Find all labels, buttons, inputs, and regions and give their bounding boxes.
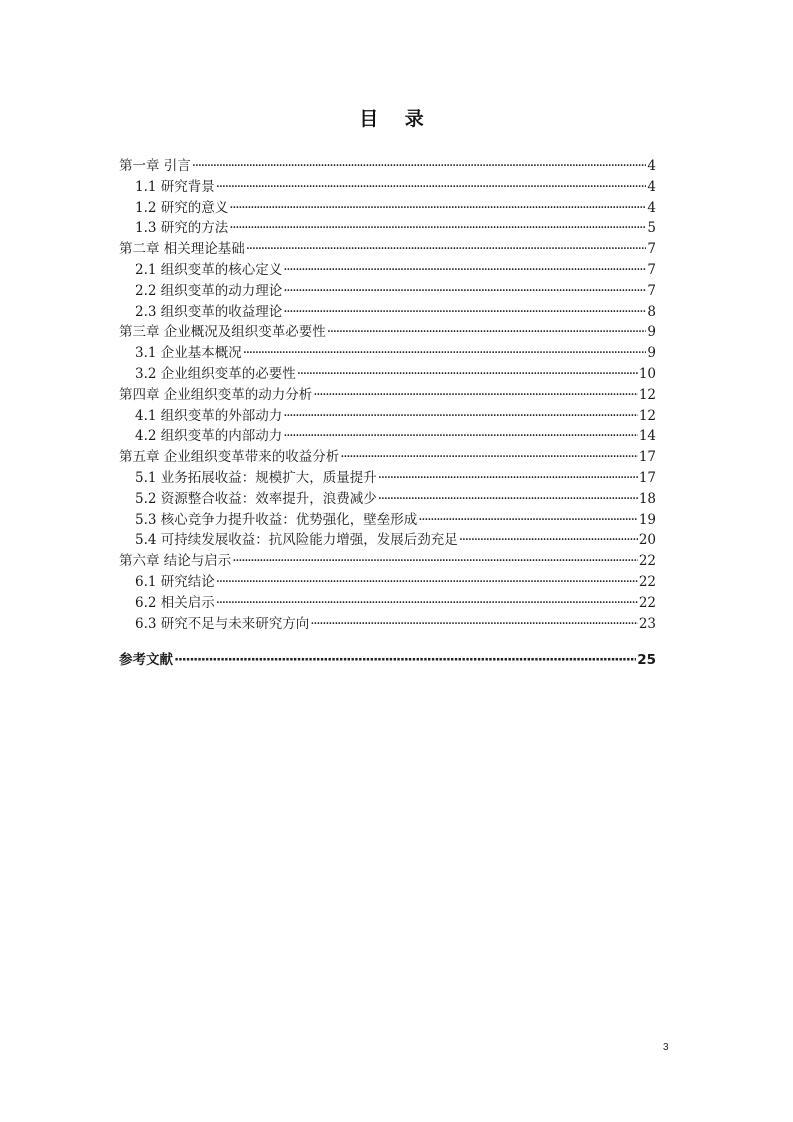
toc-entry-page: 17 — [638, 449, 656, 466]
toc-entry-page: 20 — [638, 532, 656, 549]
toc-entry-chapter-1[interactable] — [119, 156, 656, 177]
toc-entry-chapter-5[interactable] — [119, 447, 656, 468]
toc-entry-label: 第三章 企业概况及组织变革必要性 — [119, 324, 326, 341]
dot-leader — [459, 530, 638, 551]
toc-entry-label: 1.1 研究背景 — [135, 178, 215, 195]
toc-entry-label: 5.3 核心竞争力提升收益：优势强化，壁垒形成 — [135, 511, 418, 528]
toc-entry-2-1[interactable] — [119, 260, 656, 281]
toc-entry-page: 22 — [638, 573, 656, 590]
toc-entry-3-2[interactable] — [119, 364, 656, 385]
toc-entry-label: 6.3 研究不足与未来研究方向 — [135, 615, 310, 632]
dot-leader — [378, 468, 638, 489]
dot-leader — [243, 343, 647, 364]
toc-entry-page: 10 — [638, 365, 656, 382]
dot-leader — [174, 650, 636, 671]
toc-entry-label: 参考文献 — [119, 652, 173, 669]
toc-entry-6-2[interactable] — [119, 593, 656, 614]
toc-entry-label: 3.1 企业基本概况 — [135, 345, 242, 362]
dot-leader — [216, 177, 647, 198]
page-title: 目 录 — [359, 108, 434, 130]
toc-entry-5-1[interactable] — [119, 468, 656, 489]
toc-entry-page: 22 — [638, 553, 656, 570]
toc-entry-label: 4.1 组织变革的外部动力 — [135, 407, 283, 424]
toc-entry-page: 22 — [638, 594, 656, 611]
toc-entry-page: 12 — [638, 386, 656, 403]
toc-entry-chapter-6[interactable] — [119, 551, 656, 572]
toc-entry-label: 2.2 组织变革的动力理论 — [135, 282, 283, 299]
dot-leader — [192, 156, 647, 177]
toc-entry-page: 7 — [647, 282, 656, 299]
toc-entry-page: 4 — [647, 178, 656, 195]
dot-leader — [313, 385, 638, 406]
toc-entry-3-1[interactable] — [119, 343, 656, 364]
toc-entry-page: 9 — [647, 324, 656, 341]
table-of-contents — [119, 156, 656, 671]
toc-entry-page: 23 — [638, 615, 656, 632]
toc-entry-2-3[interactable] — [119, 302, 656, 323]
toc-entry-6-1[interactable] — [119, 572, 656, 593]
toc-entry-label: 1.3 研究的方法 — [135, 220, 229, 237]
toc-entry-label: 第六章 结论与启示 — [119, 553, 232, 570]
toc-entry-page: 14 — [638, 428, 656, 445]
toc-entry-label: 第二章 相关理论基础 — [119, 241, 245, 258]
toc-entry-5-4[interactable] — [119, 530, 656, 551]
dot-leader — [310, 614, 638, 635]
toc-entry-label: 3.2 企业组织变革的必要性 — [135, 365, 296, 382]
dot-leader — [327, 322, 647, 343]
dot-leader — [229, 198, 646, 219]
toc-entry-page: 8 — [647, 303, 656, 320]
toc-entry-label: 第五章 企业组织变革带来的收益分析 — [119, 449, 340, 466]
dot-leader — [418, 510, 638, 531]
dot-leader — [246, 239, 647, 260]
toc-entry-label: 4.2 组织变革的内部动力 — [135, 428, 283, 445]
dot-leader — [378, 489, 638, 510]
toc-entry-page: 7 — [647, 261, 656, 278]
dot-leader — [232, 551, 638, 572]
toc-entry-label: 5.4 可持续发展收益：抗风险能力增强，发展后劲充足 — [135, 532, 458, 549]
toc-entry-5-2[interactable] — [119, 489, 656, 510]
toc-entry-label: 2.1 组织变革的核心定义 — [135, 261, 283, 278]
toc-entry-page: 19 — [638, 511, 656, 528]
toc-entry-page: 7 — [647, 241, 656, 258]
toc-entry-page: 4 — [647, 158, 656, 174]
toc-entry-6-3[interactable] — [119, 614, 656, 635]
toc-entry-chapter-3[interactable] — [119, 322, 656, 343]
toc-entry-1-2[interactable] — [119, 198, 656, 219]
toc-entry-page: 9 — [647, 345, 656, 362]
dot-leader — [283, 281, 646, 302]
page-number: 3 — [663, 1042, 669, 1053]
toc-entry-label: 6.2 相关启示 — [135, 594, 215, 611]
toc-entry-label: 6.1 研究结论 — [135, 573, 215, 590]
toc-entry-page: 12 — [638, 407, 656, 424]
toc-entry-1-1[interactable] — [119, 177, 656, 198]
dot-leader — [283, 426, 638, 447]
toc-entry-page: 5 — [647, 220, 656, 237]
dot-leader — [340, 447, 638, 468]
dot-leader — [283, 260, 646, 281]
dot-leader — [216, 572, 638, 593]
toc-entry-2-2[interactable] — [119, 281, 656, 302]
dot-leader — [283, 302, 646, 323]
toc-entry-label: 第一章 引言 — [119, 158, 191, 174]
toc-entry-label: 5.1 业务拓展收益：规模扩大，质量提升 — [135, 469, 377, 486]
dot-leader — [229, 218, 646, 239]
toc-entry-5-3[interactable] — [119, 510, 656, 531]
toc-entry-label: 1.2 研究的意义 — [135, 199, 229, 216]
toc-entry-page: 4 — [647, 199, 656, 216]
toc-entry-label: 5.2 资源整合收益：效率提升，浪费减少 — [135, 490, 377, 507]
dot-leader — [216, 593, 638, 614]
dot-leader — [283, 406, 638, 427]
toc-entry-page: 25 — [637, 652, 656, 669]
toc-entry-page: 18 — [638, 490, 656, 507]
toc-entry-4-1[interactable] — [119, 406, 656, 427]
toc-entry-page: 17 — [638, 469, 656, 486]
toc-entry-4-2[interactable] — [119, 426, 656, 447]
toc-entry-label: 第四章 企业组织变革的动力分析 — [119, 386, 313, 403]
toc-entry-chapter-2[interactable] — [119, 239, 656, 260]
toc-entry-chapter-4[interactable] — [119, 385, 656, 406]
toc-entry-label: 2.3 组织变革的收益理论 — [135, 303, 283, 320]
toc-entry-references[interactable] — [119, 650, 656, 671]
toc-entry-1-3[interactable] — [119, 218, 656, 239]
dot-leader — [297, 364, 638, 385]
